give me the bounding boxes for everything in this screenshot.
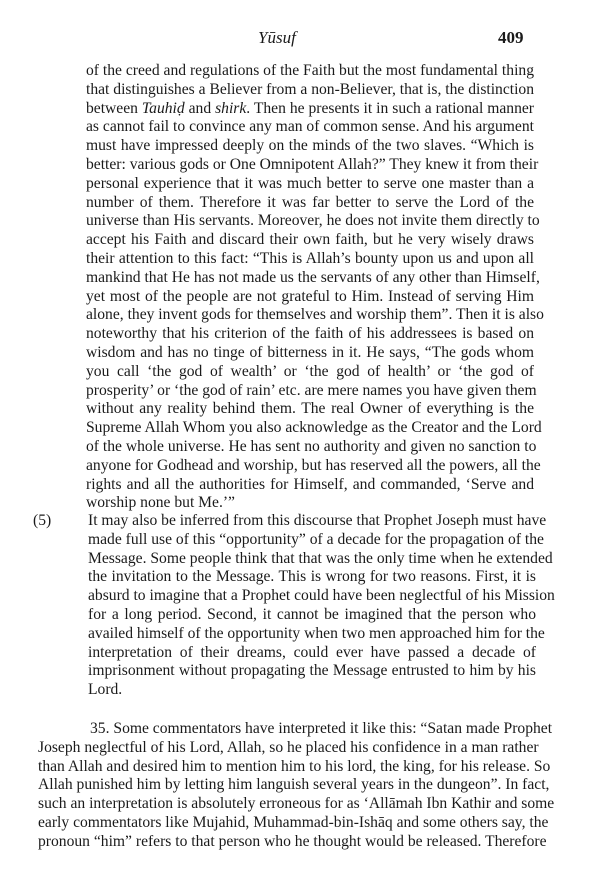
text-line: Lord.	[88, 681, 123, 699]
text-line: availed himself of the opportunity when two men approached him for the	[88, 624, 545, 642]
page-number: 409	[498, 28, 524, 47]
text-line: personal experience that it was much better to serve one master than a	[86, 174, 534, 192]
text-line: absurd to imagine that a Prophet could have been neglectful of his Mission	[88, 587, 555, 605]
text-line: imprisonment without propagating the Message entrusted to him by his	[88, 662, 536, 680]
text-line: 35. Some commentators have interpreted it like this: “Satan made Prophet	[90, 720, 553, 737]
text-line: accept his Faith and discard their own faith, but he very wisely draws	[86, 231, 534, 249]
text-line: wisdom and has no tinge of bitterness in it. He says, “The gods whom	[86, 343, 534, 361]
text-line: interpretation of their dreams, could ever have passed a decade of	[88, 643, 536, 661]
text-line: prosperity’ or ‘the god of rain’ etc. are mere names you have given them	[86, 381, 537, 399]
paragraph-continuation	[86, 62, 544, 513]
text-line: made full use of this “opportunity” of a decade for the propagation of the	[88, 530, 544, 548]
text-line: between Tauhiḍ and shirk. Then he presents it in such a rational manner	[86, 99, 534, 117]
text-line: the invitation to the Message. This is wrong for two reasons. First, it is	[88, 568, 536, 586]
text-line: their attention to this fact: “This is Allah’s bounty upon us and upon all	[86, 249, 534, 267]
page-header	[0, 28, 600, 52]
text-line: rights and all the authorities for Himself, and commanded, ‘Serve and	[86, 475, 534, 493]
text-line: anyone for Godhead and worship, but has reserved all the powers, all the	[86, 456, 541, 474]
text-line: It may also be inferred from this discourse that Prophet Joseph must have	[88, 512, 547, 529]
text-line: such an interpretation is absolutely erroneous for as ‘Allāmah Ibn Kathir and some	[38, 795, 555, 813]
italic-term: Tauhiḍ	[141, 99, 185, 117]
text-line: better: various gods or One Omnipotent Allah?” They knew it from their	[86, 155, 539, 173]
point-5-paragraph	[88, 512, 555, 700]
text-line: without any reality behind them. The real Owner of everything is the	[86, 400, 534, 418]
text-line: you call ‘the god of wealth’ or ‘the god of health’ or ‘the god of	[86, 362, 534, 380]
text-line: that distinguishes a Believer from a non-Believer, that is, the distinction	[86, 80, 535, 98]
text-line: Allah punished him by letting him languish several years in the dungeon”. In fact,	[38, 776, 550, 794]
text-line: universe than His servants. Moreover, he does not invite them directly to	[86, 212, 540, 230]
italic-term: shirk	[215, 99, 247, 117]
text-line: number of them. Therefore it was far better to serve the Lord of the	[86, 193, 534, 211]
point-number: (5)	[33, 512, 52, 529]
text-line: Joseph neglectful of his Lord, Allah, so he placed his confidence in a man rather	[38, 738, 539, 756]
running-title: Yūsuf	[258, 28, 296, 47]
text-line: of the whole universe. He has sent no authority and given no sanction to	[86, 437, 537, 455]
text-line: must have impressed deeply on the minds of the two slaves. “Which is	[86, 137, 534, 155]
text-line: early commentators like Mujahid, Muhammad-bin-Ishāq and some others say, the	[38, 813, 549, 831]
text-line: than Allah and desired him to mention him to his lord, the king, for his release. So	[38, 757, 551, 775]
text-line: pronoun “him” refers to that person who he thought would be released. Therefore	[38, 832, 547, 850]
text-line: for a long period. Second, it cannot be imagined that the person who	[88, 605, 536, 623]
text-line: Message. Some people think that that was the only time when he extended	[88, 549, 553, 567]
text-line: of the creed and regulations of the Faith but the most fundamental thing	[86, 62, 534, 79]
text-line: as cannot fail to convince any man of common sense. And his argument	[86, 118, 534, 136]
note-35-paragraph	[38, 720, 555, 852]
text-line: mankind that He has not made us the servants of any other than Himself,	[86, 268, 540, 286]
text-line: yet most of the people are not grateful to Him. Instead of serving Him	[86, 287, 534, 305]
text-line: noteworthy that his criterion of the faith of his addressees is based on	[86, 325, 534, 343]
text-line: worship none but Me.’”	[86, 494, 235, 512]
text-line: Supreme Allah Whom you also acknowledge as the Creator and the Lord	[86, 419, 542, 437]
text-line: alone, they invent gods for themselves and worship them”. Then it is also	[86, 306, 544, 324]
